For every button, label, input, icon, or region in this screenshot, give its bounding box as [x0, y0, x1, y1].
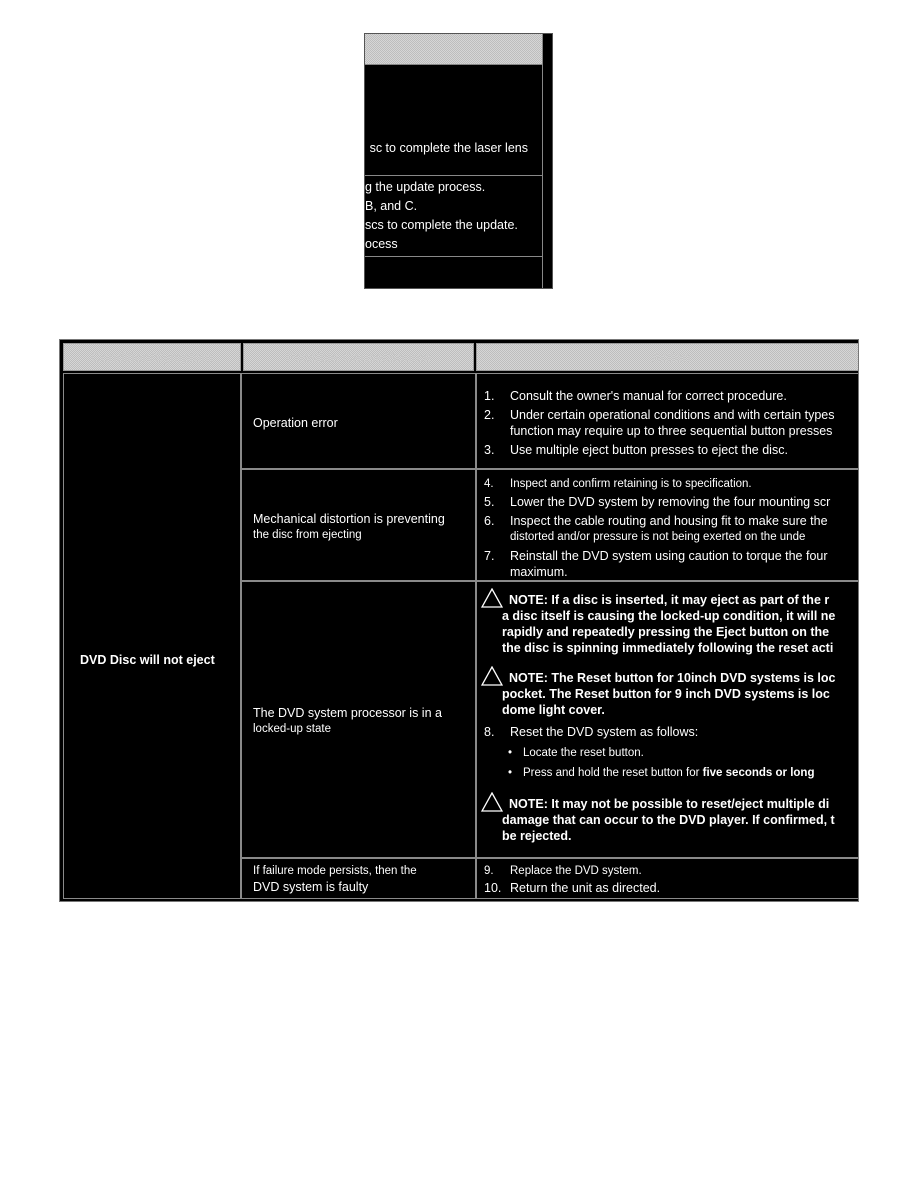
condition-cell [63, 373, 241, 899]
step-text: Use multiple eject button presses to eject the disc. [510, 443, 788, 457]
bullet-text: Locate the reset button. [523, 747, 644, 759]
step-number: 8. [484, 725, 495, 739]
cause-text: locked-up state [253, 723, 331, 735]
action-step-7 [484, 548, 828, 564]
fragment-header [365, 34, 543, 65]
action-cell-1 [476, 373, 859, 469]
caution-triangle-icon [481, 792, 503, 812]
bullet-item [497, 765, 814, 781]
action-step-5 [484, 494, 830, 510]
action-step-9 [484, 863, 642, 879]
cause-cell-1 [241, 373, 476, 469]
step-text-cont: maximum. [510, 565, 568, 579]
bullet-item [497, 745, 644, 761]
step-number: 10. [484, 881, 502, 895]
step-text: Inspect the cable routing and housing fit to make sure the [510, 514, 828, 528]
action-cell-2 [476, 469, 859, 581]
step-number: 1. [484, 389, 495, 403]
step-text: Replace the DVD system. [510, 865, 642, 877]
step-number: 6. [484, 514, 495, 528]
step-text-cont: distorted and/or pressure is not being exerted on the unde [510, 531, 806, 543]
step-text: Return the unit as directed. [510, 881, 661, 895]
cause-cell-2 [241, 469, 476, 581]
action-step-3 [484, 442, 788, 458]
step-text: Inspect and confirm retaining is to specification. [510, 478, 752, 490]
fragment-right-border [542, 34, 543, 288]
note-text: be rejected. [502, 829, 572, 843]
fragment-text: B, and C. [365, 199, 418, 213]
action-cell-3 [476, 581, 859, 858]
fragment-row-3 [365, 257, 542, 289]
step-number: 4. [484, 478, 494, 490]
step-text: Reinstall the DVD system using caution to torque the four [510, 549, 828, 563]
note-text: damage that can occur to the DVD player. If confirmed, t [502, 813, 835, 827]
cause-cell-4 [241, 858, 476, 899]
step-text: Reset the DVD system as follows: [510, 725, 699, 739]
note-text: NOTE: It may not be possible to reset/eject multiple di [509, 797, 830, 811]
note-text: NOTE: The Reset button for 10inch DVD systems is loc [509, 671, 836, 685]
bullet-text: Press and hold the reset button for [523, 767, 703, 779]
note-text: NOTE: If a disc is inserted, it may eject as part of the r [509, 593, 830, 607]
header-cause: Possible Cause/Source [243, 343, 474, 371]
header-action-label: Action [651, 349, 691, 365]
step-text-cont: function may require up to three sequential button presses [510, 424, 833, 438]
cause-cell-3 [241, 581, 476, 858]
cause-text: The DVD system processor is in a [253, 706, 442, 720]
bullet-dot-icon: • [507, 767, 513, 779]
fragment-row-1 [365, 65, 542, 176]
step-number: 5. [484, 495, 495, 509]
step-text: Under certain operational conditions and with certain types [510, 408, 835, 422]
fragment-text: ocess [365, 237, 398, 251]
action-step-2 [484, 407, 835, 423]
action-step-8 [484, 724, 698, 740]
note-text: a disc itself is causing the locked-up condition, it will ne [502, 609, 836, 623]
cause-text: the disc from ejecting [253, 529, 362, 541]
step-number: 3. [484, 443, 495, 457]
condition-text: DVD Disc will not eject [80, 653, 215, 667]
step-text: Consult the owner's manual for correct procedure. [510, 389, 787, 403]
note-text: pocket. The Reset button for 9 inch DVD systems is loc [502, 687, 830, 701]
caution-triangle-icon [481, 666, 503, 686]
fragment-text: sc to complete the laser lens [369, 141, 528, 155]
step-number: 7. [484, 549, 495, 563]
caution-triangle-icon [481, 588, 503, 608]
action-step-1 [484, 388, 787, 404]
step-number: 9. [484, 865, 494, 877]
header-condition: Condition/Symptom [63, 343, 241, 371]
cause-text: DVD system is faulty [253, 880, 369, 894]
fragment-text: scs to complete the update. [365, 218, 518, 232]
cause-text: Operation error [253, 416, 338, 430]
action-step-6 [484, 513, 828, 529]
bullet-text-bold: five seconds or long [702, 767, 815, 779]
action-step-4 [484, 476, 752, 492]
fragment-row-2 [365, 176, 542, 257]
note-text: the disc is spinning immediately following the reset acti [502, 641, 834, 655]
step-number: 2. [484, 408, 495, 422]
cause-text: Mechanical distortion is preventing [253, 512, 445, 526]
fragment-text: g the update process. [365, 180, 486, 194]
action-step-10 [484, 880, 660, 896]
step-text: Lower the DVD system by removing the four mounting scr [510, 495, 831, 509]
bullet-dot-icon: • [507, 747, 513, 759]
diagnosis-table [59, 339, 859, 902]
header-action [476, 343, 859, 371]
action-cell-4 [476, 858, 859, 899]
note-text: dome light cover. [502, 703, 605, 717]
cause-text: If failure mode persists, then the [253, 865, 417, 877]
partial-table-fragment [364, 33, 553, 289]
note-text: rapidly and repeatedly pressing the Eject button on the [502, 625, 830, 639]
